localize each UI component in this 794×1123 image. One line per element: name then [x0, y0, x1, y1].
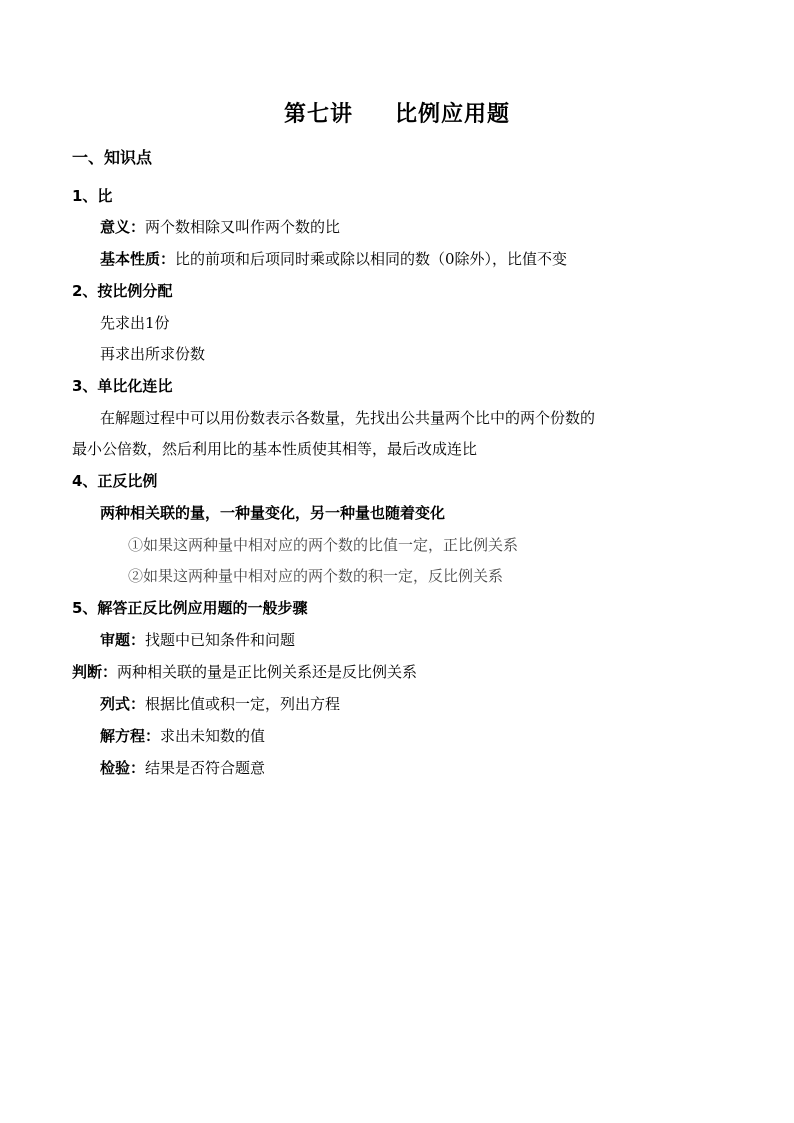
- item2-heading: 2、按比例分配: [72, 282, 173, 300]
- step-judge: [72, 662, 417, 682]
- property-label: 基本性质：: [100, 250, 176, 268]
- step-solve: [100, 726, 265, 746]
- step5-text: 结果是否符合题意: [145, 759, 266, 777]
- item4-sub2: ②如果这两种量中相对应的两个数的积一定，反比例关系: [128, 567, 504, 585]
- page-title: [0, 98, 794, 132]
- title-topic: 比例应用题: [395, 102, 511, 127]
- item4-heading: 4、正反比例: [72, 472, 158, 490]
- item4-bold-line: 两种相关联的量，一种量变化，另一种量也随着变化: [100, 504, 446, 522]
- meaning-label: 意义：: [100, 218, 146, 236]
- item3-paragraph-line2: 最小公倍数，然后利用比的基本性质使其相等，最后改成连比: [72, 440, 478, 458]
- title-lecture-number: 第七讲: [283, 102, 353, 127]
- step5-label: 检验：: [100, 759, 146, 777]
- step-review: [100, 630, 295, 650]
- property-text: 比的前项和后项同时乘或除以相同的数（0除外），比值不变: [175, 250, 568, 268]
- item3-heading: 3、单比化连比: [72, 377, 173, 395]
- item1-meaning: [100, 217, 340, 237]
- step-check: [100, 758, 265, 778]
- step4-label: 解方程：: [100, 727, 161, 745]
- meaning-text: 两个数相除又叫作两个数的比: [145, 218, 341, 236]
- item4-sub1: ①如果这两种量中相对应的两个数的比值一定，正比例关系: [128, 536, 519, 554]
- step2-label: 判断：: [72, 663, 118, 681]
- step1-label: 审题：: [100, 631, 146, 649]
- step1-text: 找题中已知条件和问题: [145, 631, 296, 649]
- section-heading-knowledge-points: 一、知识点: [72, 148, 153, 167]
- item2-line1: 先求出1份: [100, 314, 170, 332]
- step2-text: 两种相关联的量是正比例关系还是反比例关系: [117, 663, 418, 681]
- item3-paragraph-line1: 在解题过程中可以用份数表示各数量，先找出公共量两个比中的两个份数的: [100, 409, 596, 427]
- step3-text: 根据比值或积一定，列出方程: [145, 695, 341, 713]
- step-formula: [100, 694, 340, 714]
- item5-heading: 5、解答正反比例应用题的一般步骤: [72, 599, 308, 617]
- item1-property: [100, 249, 567, 269]
- step4-text: 求出未知数的值: [160, 727, 266, 745]
- item1-heading: 1、比: [72, 187, 113, 205]
- step3-label: 列式：: [100, 695, 146, 713]
- item2-line2: 再求出所求份数: [100, 345, 206, 363]
